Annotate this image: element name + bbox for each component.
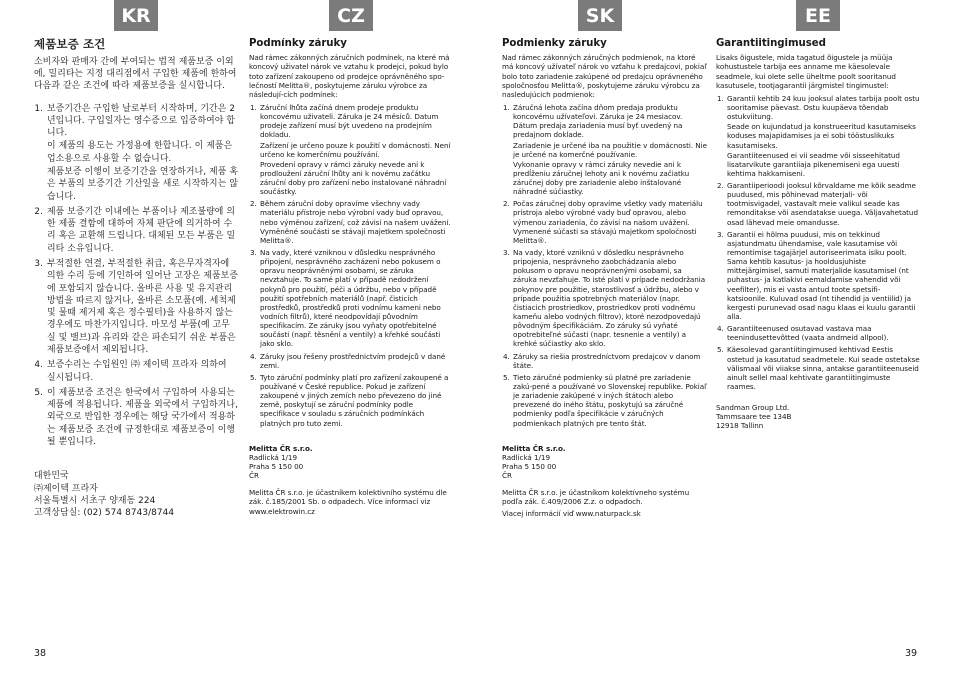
ee-warranty-column xyxy=(716,38,920,648)
kr-address xyxy=(34,470,238,519)
terms-item-subtext: Zařízení je určeno pouze k použití v domácnosti. Není určeno ke komerčnímu používání. xyxy=(260,140,451,159)
address-line: 서울특별시 서초구 양재동 224 xyxy=(34,495,156,506)
ee-intro: Lisaks õigustele, mida tagatud õigustele ja müüja kohustustele tarbija ees anname me käesolevale seadmele, kui olete selle üheltme poolt sooritanud kasutusele, tootjagarantii järgmistel tingimustel: xyxy=(716,53,896,90)
terms-item-text: 3. Na vady, které vzniknou v důsledku nesprávného připojení, nesprávného zacházení nebo pokusem o opravu neoprávněnými osobami, se záruka nevztahuje. To samé platí v případě nedodržení pokynů pro použití, péči a údržbu, nebo v případě použití spotřebních materiálů (např. čisticích prostředků, prostředků proti vodnímu kameni nebo vodních filtrů), které neodpovídají původním specifikacím. Ze záruky jsou vyňaty opotřebitelné součásti (např. těsnění a ventily) a křehké součásti jako sklo. xyxy=(260,248,441,349)
address-line: ㈜제이텍 프라자 xyxy=(34,483,98,494)
terms-list-item xyxy=(726,94,920,178)
kr-warranty-column xyxy=(34,38,238,648)
sk-intro: Nad rámec zákonných záručných podmienok, na ktoré má koncový užívateľ nárok vo vzťahu k predajcovi, pokiaľ bolo toto zariadenie zakúpené od predajcu oprávneného spoločnosťou Melitta®, poskytujeme záruku výrobcu za nasledujúcich podmienok: xyxy=(502,53,707,99)
terms-list-item xyxy=(512,248,707,349)
sk-terms-list xyxy=(502,103,707,428)
terms-list-item xyxy=(46,206,238,255)
terms-item-text: 1. Záruční lhůta začíná dnem prodeje produktu koncovému uživateli. Záruka je 24 měsíců. Datum prodeje zařízení musí být uvedeno na prodejním dokladu. xyxy=(260,102,439,140)
kr-terms-list xyxy=(34,103,238,449)
terms-item-text: 2. Během záruční doby opravíme všechny vady materiálu přístroje nebo výrobní vady buď opravou, nebo výměnou zařízení, což závisí na našem uvážení. Vyměněné součásti se stávají majetkem společnosti Melitta®. xyxy=(260,199,451,245)
address-line: Tammsaare tee 134B xyxy=(716,412,792,422)
address-line: Radlická 1/19 xyxy=(249,452,297,462)
terms-item-subtext: 제품보증 이행이 보증기간을 연장하거나, 제품 혹은 부품의 보증기간 기산일을 새로 시작하지는 않습니다. xyxy=(47,167,238,202)
ee-terms-list xyxy=(716,94,920,391)
kr-title: 제품보증 조건 xyxy=(34,38,106,51)
terms-item-text: 1. 보증기간은 구입한 날로부터 시작하며, 기간은 2 년입니다. 구입일자는 영수증으로 입증하여야 합니다. xyxy=(47,103,236,139)
terms-list-item xyxy=(46,258,238,356)
address-line: Sandman Group Ltd. xyxy=(716,403,790,413)
page-number-left: 38 xyxy=(34,648,47,659)
terms-item-text: 3. 부적절한 연결, 부적절한 취급, 혹은무자격자에 의한 수리 등에 기인하여 일어난 고장은 제품보증에 포함되지 않습니다. 올바른 사용 및 유지관리 방법을 따르지 않거나, 올바른 소모품(예. 세척제 및 물때 제거제 혹은 정수필터)을 사용하지 않는 경우에도 마찬가지입니다. 마모성 부품(예 고무실 및 밸브)과 유리와 같은 파손되기 쉬운 부품은 제품보증에서 제외됩니다. xyxy=(47,259,238,355)
address-line: ČR xyxy=(502,471,512,481)
terms-item-text: 4. 보증수리는 수입원인 ㈜ 제이텍 프라자 의하여 실시됩니다. xyxy=(47,360,227,383)
terms-item-text: 3. Na vady, ktoré vzniknú v dôsledku nesprávneho pripojenia, nesprávneho zaobchádzania alebo pokusom o opravu neoprávnenými osobami, sa záruka nevzťahuje. To isté platí v prípade nedodržania pokynov pre použitie, starostlivosť a údržbu, alebo v prípade použitia spotrebných materiálov (napr. čistiacich prostriedkov, prostriedkov proti vodnému kameňu alebo vodných filtrov), ktoré nezodpovedajú pôvodným špecifikáciám. Zo záruky sú vyňaté opotrebiteľné súčasti (napr. tesnenie a ventily) a krehké súčiastky ako sklo. xyxy=(513,248,706,349)
sk-warranty-column xyxy=(502,38,707,648)
language-tab-cz: CZ xyxy=(329,0,373,31)
ee-address xyxy=(716,403,920,430)
terms-list-item xyxy=(512,103,707,196)
terms-list-item xyxy=(46,387,238,448)
ee-title: Garantiitingimused xyxy=(716,38,826,49)
terms-list-item xyxy=(726,230,920,321)
cz-address-company: Melitta ČR s.r.o. xyxy=(249,443,313,453)
terms-item-subtext: Vykonanie opravy v rámci záruky nevedie ani k predĺženiu záručnej lehoty ani k novému začiatku záručnej doby pre zariadenie alebo inštalované náhradné súčiastky. xyxy=(513,159,690,197)
language-tab-kr: KR xyxy=(114,0,158,31)
terms-item-text: 5. Tieto záručné podmienky sú platné pre zariadenie zakú-pené a používané vo Slovenskej republike. Pokiaľ je zariadenie zakúpené v iných štátoch alebo prevezené do iného štátu, poskytujú sa záručné podmienky podľa špecifikácie v záručných podmienkach platných pre tento štát. xyxy=(513,372,707,428)
terms-list-item xyxy=(726,324,920,342)
page-number-right: 39 xyxy=(905,648,918,659)
address-line: Radlická 1/19 xyxy=(502,452,550,462)
cz-address xyxy=(249,444,454,481)
cz-warranty-column xyxy=(249,38,454,648)
address-line: ČR xyxy=(249,471,259,481)
address-line: 고객상담실: (02) 574 8743/8744 xyxy=(34,508,175,519)
terms-item-text: 5. Käesolevad garantiitingimused kehtivad Eestis ostetud ja kasutatud seadmetele. Kui seade ostetakse välismaal või viiakse sinna, antakse garantiiteenuseid ainult sellel maal kehtivate garantiitingimuste raames. xyxy=(727,345,920,392)
language-tab-sk: SK xyxy=(578,0,622,31)
terms-item-text: 1. Záručná lehota začína dňom predaja produktu koncovému užívateľovi. Záruka je 24 mesiacov. Dátum predaja zariadenia musí byť uvedený na predajnom doklade. xyxy=(513,102,683,140)
terms-item-subtext: 이 제품의 용도는 가정용에 한합니다. 이 제품은 업소용으로 사용할 수 없습니다. xyxy=(47,141,233,164)
terms-item-text: 4. Garantiiteenused osutavad vastava maa teenindusettevõtted (vaata andmeid allpool). xyxy=(727,324,889,343)
sk-address xyxy=(502,444,707,481)
terms-item-text: 2. 제품 보증기간 이내에는 부품이나 제조불량에 의한 제품 결함에 대하여 자체 판단에 의거하여 수리 혹은 교환해 드립니다. 대체된 모든 부품은 밀리타 소유입니다. xyxy=(47,206,236,254)
cz-address-lines xyxy=(249,453,454,480)
address-line: 대한민국 xyxy=(34,471,69,482)
terms-list-item xyxy=(259,248,454,349)
cz-terms-list xyxy=(249,103,454,428)
sk-footer-link: Viacej informácií viď www.naturpack.sk xyxy=(502,508,641,518)
sk-address-company: Melitta ČR s.r.o. xyxy=(502,443,566,453)
kr-intro: 소비자와 판매자 간에 부여되는 법적 제품보증 이외에, 밀리타는 지정 대리점에서 구입한 제품에 한하여 다음과 같은 조건에 따라 제품보증을 실시합니다. xyxy=(34,56,237,92)
terms-item-text: 2. Garantiiperioodi jooksul kõrvaldame me kõik seadme puudused, mis põhinevad materjali- või tootmisvigadel, vastavalt meie valikul seade kas remonditakse või asendatakse uuega. Väljavahetatud osad lähevad meie omandusse. xyxy=(727,181,918,227)
terms-list-item xyxy=(512,373,707,428)
terms-item-text: 4. Záruky jsou řešeny prostřednictvím prodejců v dané zemi. xyxy=(260,351,446,370)
terms-item-subtext: Seade on kujundatud ja konstrueeritud kasutamiseks koduses majapidamises ja ei sobi tööstuslikuks kasutamiseks. xyxy=(727,122,916,150)
sk-title: Podmienky záruky xyxy=(502,38,607,49)
terms-item-subtext: Provedení opravy v rámci záruky nevede ani k prodloužení záruční lhůty ani k novému začátku záruční doby pro zařízení nebo instalované náhradní součástky. xyxy=(260,159,447,197)
terms-list-item xyxy=(259,103,454,196)
cz-intro: Nad rámec zákonných záručních podmínek, na které má koncový uživatel nárok ve vztahu k prodejci, pokud bylo toto zařízení zakoupeno od prodejce oprávněného spo-lečností Melitta®, poskytujeme záruku výrobce za následují-cích podmínek: xyxy=(249,53,450,99)
terms-list-item xyxy=(259,373,454,428)
address-line: 12918 Tallinn xyxy=(716,421,764,431)
language-tab-ee: EE xyxy=(796,0,840,31)
terms-item-text: 5. Tyto záruční podmínky platí pro zařízení zakoupené a používané v České republice. Pokud je zařízení zakoupené v jiných zemích nebo převezeno do jiné země, poskytují se záruční podmínky podle specifikace v souladu s záručních podmínkách platných pro tuto zemi. xyxy=(260,372,449,428)
cz-title: Podmínky záruky xyxy=(249,38,347,49)
terms-list-item xyxy=(726,181,920,227)
terms-list-item xyxy=(259,199,454,245)
terms-item-text: 4. Záruky sa riešia prostredníctvom predajcov v danom štáte. xyxy=(513,351,701,370)
terms-list-item xyxy=(512,352,707,370)
terms-list-item xyxy=(726,345,920,391)
address-line: Praha 5 150 00 xyxy=(249,462,304,471)
terms-item-text: 2. Počas záručnej doby opravíme všetky vady materiálu prístroja alebo výrobné vady buď opravou, alebo výmenou zariadenia, čo závisí na našom uvážení. Vymenené súčasti sa stávajú majetkom spoločnosti Melitta®. xyxy=(513,199,703,245)
cz-footer: Melitta ČR s.r.o. je účastníkem kolektivního systému dle zák. č.185/2001 Sb. o odpadech. Více informací viz www.elektrowin.cz xyxy=(249,488,447,516)
terms-item-subtext: Garantiiteenused ei vii seadme või sisseehitatud lisatarvikute garantiiaja pikenemiseni ega uuesti kehtima hakkamiseni. xyxy=(727,150,900,178)
address-line: Praha 5 150 00 xyxy=(502,462,557,471)
terms-list-item xyxy=(46,103,238,203)
terms-item-text: 3. Garantii ei hõlma puudusi, mis on tekkinud asjatundmatu ühendamise, vale kasutamise või remontimise tagajärjel autoriseerimata isiku poolt. Sama kehtib kasutus- ja hooldusjuhiste mittejärgimisel, samuti materjalide kasutamisel (nt puhastus- ja katlakivi eemaldamise vahendid või veefilter), mis ei vasta antud toote spetsifi-katsioonile. Kuluvad osad (nt tihendid ja ventiilid) ja kergesti purunevad osad nagu klaas ei kuulu garantii alla. xyxy=(727,229,916,322)
terms-item-text: 1. Garantii kehtib 24 kuu jooksul alates tarbija poolt ostu sooritamise päevast. Ostu kuupäeva tõendab ostukviitung. xyxy=(727,93,920,122)
terms-item-text: 5. 이 제품보증 조건은 한국에서 구입하여 사용되는 제품에 적용됩니다. 제품을 외국에서 구입하거나, 외국으로 반입한 경우에는 해당 국가에서 적용하는 제품보증 조건에 규정한대로 제품보증이 이행될 뿐입니다. xyxy=(47,387,238,447)
terms-list-item xyxy=(259,352,454,370)
terms-list-item xyxy=(512,199,707,245)
sk-address-lines xyxy=(502,453,707,480)
terms-list-item xyxy=(46,359,238,384)
terms-item-subtext: Zariadenie je určené iba na použitie v domácnosti. Nie je určené na komerčné používanie. xyxy=(513,140,707,159)
sk-footer: Melitta ČR s.r.o. je účastníkom kolektívneho systému podľa zák. č.409/2006 Z.z. o odpadoch. xyxy=(502,488,690,507)
